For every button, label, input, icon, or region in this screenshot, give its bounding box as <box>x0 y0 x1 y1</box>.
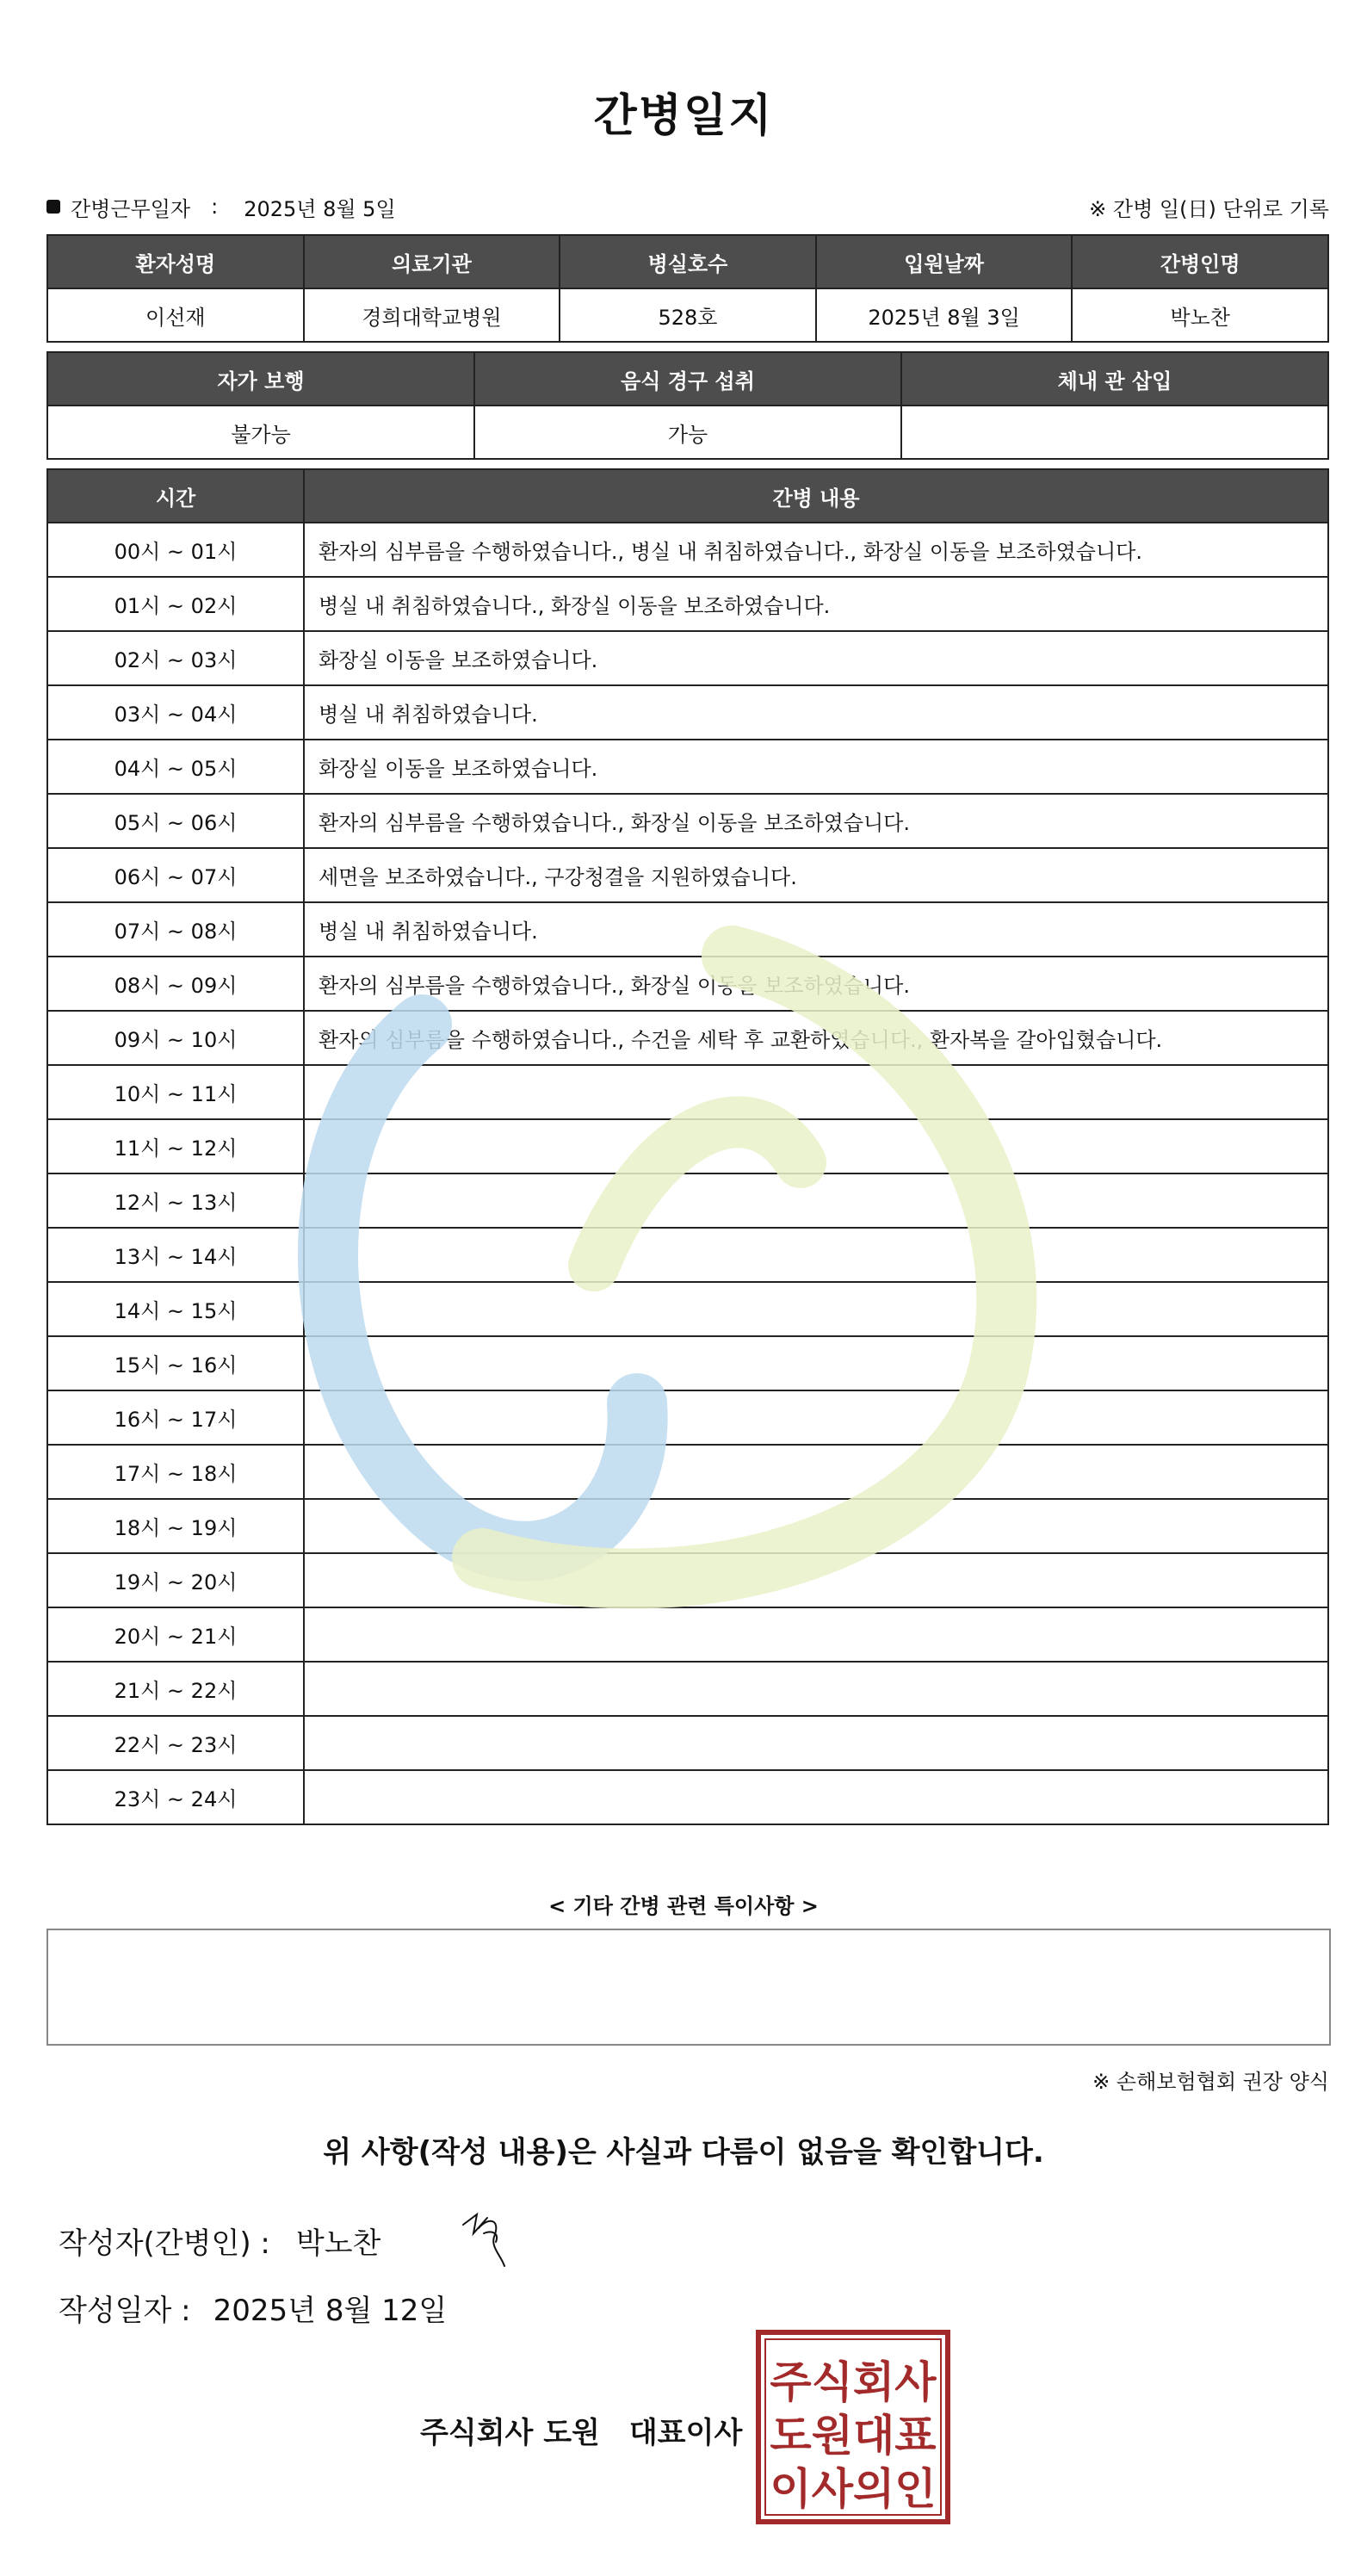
care-log-content: 병실 내 취침하였습니다. <box>304 685 1328 740</box>
care-log-row <box>47 740 1328 794</box>
care-log-content <box>304 1282 1328 1336</box>
care-log-row <box>47 631 1328 685</box>
patient-status-table <box>46 351 1329 460</box>
care-log-content <box>304 1336 1328 1390</box>
writer-name: 박노찬 <box>295 2226 381 2261</box>
header-patient-name: 환자성명 <box>47 235 304 288</box>
care-log-time: 19시 ~ 20시 <box>47 1553 304 1607</box>
header-room-number: 병실호수 <box>560 235 816 288</box>
care-log-content <box>304 1228 1328 1282</box>
written-date-value: 2025년 8월 12일 <box>213 2294 448 2328</box>
self-walking-value: 불가능 <box>47 406 474 459</box>
room-number: 528호 <box>560 288 816 342</box>
care-log-content: 세면을 보조하였습니다., 구강청결을 지원하였습니다. <box>304 848 1328 902</box>
remarks-box <box>46 1929 1331 2046</box>
daily-record-note: ※ 간병 일(日) 단위로 기록 <box>1089 196 1329 221</box>
hospital-name: 경희대학교병원 <box>304 288 560 342</box>
care-log-content: 환자의 심부름을 수행하였습니다., 화장실 이동을 보조하였습니다. <box>304 794 1328 848</box>
care-log-content <box>304 1770 1328 1824</box>
care-log-content <box>304 1662 1328 1716</box>
care-log-time: 04시 ~ 05시 <box>47 740 304 794</box>
company-role: 대표이사 <box>628 2416 743 2450</box>
care-log-content <box>304 1553 1328 1607</box>
care-log-row <box>47 1011 1328 1065</box>
care-log-time: 12시 ~ 13시 <box>47 1173 304 1228</box>
work-date-value: 2025년 8월 5일 <box>244 196 396 221</box>
care-log-content <box>304 1607 1328 1662</box>
header-caregiver-name: 간병인명 <box>1072 235 1328 288</box>
care-log-time: 22시 ~ 23시 <box>47 1716 304 1770</box>
care-log-time: 10시 ~ 11시 <box>47 1065 304 1119</box>
care-log-content: 환자의 심부름을 수행하였습니다., 병실 내 취침하였습니다., 화장실 이동을 보조하였습니다. <box>304 523 1328 577</box>
care-log-row <box>47 523 1328 577</box>
care-log-row <box>47 1770 1328 1824</box>
care-log-time: 17시 ~ 18시 <box>47 1445 304 1499</box>
care-log-content: 병실 내 취침하였습니다. <box>304 902 1328 957</box>
care-log-content: 병실 내 취침하였습니다., 화장실 이동을 보조하였습니다. <box>304 577 1328 631</box>
care-log-row <box>47 1228 1328 1282</box>
care-log-row <box>47 1553 1328 1607</box>
square-bullet-icon <box>46 200 60 214</box>
remarks-title: < 기타 간병 관련 특이사항 > <box>548 1894 819 1918</box>
care-log-row <box>47 957 1328 1011</box>
page-title: 간병일지 <box>593 90 774 142</box>
patient-status-header-row <box>47 352 1328 406</box>
care-log-row <box>47 1662 1328 1716</box>
header-hospital: 의료기관 <box>304 235 560 288</box>
care-log-time: 15시 ~ 16시 <box>47 1336 304 1390</box>
care-log-time: 13시 ~ 14시 <box>47 1228 304 1282</box>
company-name: 주식회사 도원 <box>420 2416 600 2450</box>
care-log-body <box>47 523 1328 1824</box>
care-log-header-row <box>47 469 1328 523</box>
tube-insertion-value <box>901 406 1328 459</box>
care-log-row <box>47 685 1328 740</box>
care-log-time: 18시 ~ 19시 <box>47 1499 304 1553</box>
seal-text-line-2: 도원대표 <box>770 2411 937 2461</box>
care-log-content <box>304 1119 1328 1173</box>
care-log-time: 07시 ~ 08시 <box>47 902 304 957</box>
care-log-time: 11시 ~ 12시 <box>47 1119 304 1173</box>
care-log-content <box>304 1390 1328 1445</box>
written-date-line <box>59 2287 447 2329</box>
meta-row <box>46 191 1329 222</box>
writer-label: 작성자(간병인) : <box>59 2226 270 2261</box>
care-log-time: 09시 ~ 10시 <box>47 1011 304 1065</box>
work-date-label: 간병근무일자 <box>71 196 191 221</box>
patient-status-value-row <box>47 406 1328 459</box>
care-log-time: 23시 ~ 24시 <box>47 1770 304 1824</box>
written-date-label: 작성일자 : <box>59 2294 191 2328</box>
care-log-row <box>47 1607 1328 1662</box>
care-log-table <box>46 468 1329 1825</box>
care-log-time: 08시 ~ 09시 <box>47 957 304 1011</box>
care-log-content <box>304 1173 1328 1228</box>
patient-info-header-row <box>47 235 1328 288</box>
care-log-row <box>47 1336 1328 1390</box>
caregiver-name: 박노찬 <box>1072 288 1328 342</box>
seal-text-line-3: 이사의인 <box>770 2464 937 2514</box>
patient-info-table <box>46 234 1329 343</box>
care-log-content: 환자의 심부름을 수행하였습니다., 화장실 이동을 보조하였습니다. <box>304 957 1328 1011</box>
admission-date: 2025년 8월 3일 <box>816 288 1073 342</box>
care-log-row <box>47 1390 1328 1445</box>
care-log-row <box>47 902 1328 957</box>
care-log-row <box>47 1119 1328 1173</box>
care-log-time: 00시 ~ 01시 <box>47 523 304 577</box>
care-log-row <box>47 1173 1328 1228</box>
care-log-content <box>304 1716 1328 1770</box>
care-log-time: 16시 ~ 17시 <box>47 1390 304 1445</box>
care-log-content <box>304 1445 1328 1499</box>
patient-name: 이선재 <box>47 288 304 342</box>
care-log-content <box>304 1499 1328 1553</box>
care-log-time: 05시 ~ 06시 <box>47 794 304 848</box>
company-seal-icon <box>756 2330 950 2524</box>
care-log-row <box>47 1499 1328 1553</box>
writer-line <box>59 2220 380 2262</box>
care-log-time: 02시 ~ 03시 <box>47 631 304 685</box>
care-log-time: 14시 ~ 15시 <box>47 1282 304 1336</box>
care-log-row <box>47 848 1328 902</box>
recommended-form-note: ※ 손해보험협회 권장 양식 <box>1092 2070 1329 2094</box>
care-log-content: 화장실 이동을 보조하였습니다. <box>304 631 1328 685</box>
header-self-walking: 자가 보행 <box>47 352 474 406</box>
care-log-content <box>304 1065 1328 1119</box>
header-time: 시간 <box>47 469 304 523</box>
confirmation-statement: 위 사항(작성 내용)은 사실과 다름이 없음을 확인합니다. <box>323 2135 1044 2170</box>
signature-icon <box>458 2199 527 2268</box>
care-log-row <box>47 1065 1328 1119</box>
care-log-time: 06시 ~ 07시 <box>47 848 304 902</box>
work-date-group <box>46 192 396 222</box>
care-log-row <box>47 1445 1328 1499</box>
care-log-row <box>47 794 1328 848</box>
work-date-colon: : <box>211 195 219 219</box>
care-log-content: 환자의 심부름을 수행하였습니다., 수건을 세탁 후 교환하였습니다., 환자복을 갈아입혔습니다. <box>304 1011 1328 1065</box>
oral-intake-value: 가능 <box>474 406 901 459</box>
header-care-content: 간병 내용 <box>304 469 1328 523</box>
company-line <box>420 2409 742 2451</box>
care-log-time: 03시 ~ 04시 <box>47 685 304 740</box>
care-log-content: 화장실 이동을 보조하였습니다. <box>304 740 1328 794</box>
care-log-row <box>47 577 1328 631</box>
care-log-time: 21시 ~ 22시 <box>47 1662 304 1716</box>
header-tube-insertion: 체내 관 삽입 <box>901 352 1328 406</box>
care-log-row <box>47 1716 1328 1770</box>
patient-info-value-row <box>47 288 1328 342</box>
care-log-row <box>47 1282 1328 1336</box>
seal-text-line-1: 주식회사 <box>770 2357 937 2407</box>
care-log-time: 20시 ~ 21시 <box>47 1607 304 1662</box>
header-admission-date: 입원날짜 <box>816 235 1073 288</box>
care-log-time: 01시 ~ 02시 <box>47 577 304 631</box>
header-oral-intake: 음식 경구 섭취 <box>474 352 901 406</box>
